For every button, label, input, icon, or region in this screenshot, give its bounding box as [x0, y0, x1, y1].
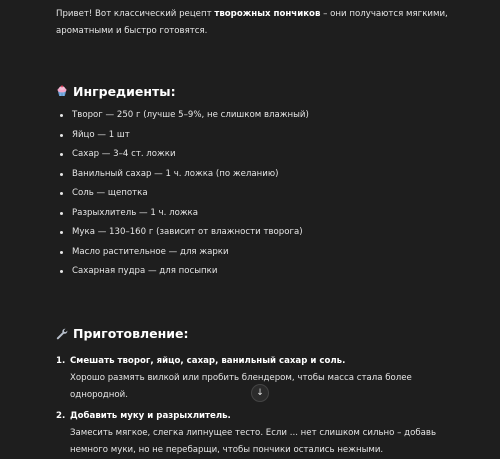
step-title: Добавить муку и разрыхлитель. — [70, 410, 231, 421]
preparation-title: Приготовление: — [73, 326, 189, 341]
ingredients-heading — [56, 82, 470, 100]
bullet — [60, 251, 63, 254]
scroll-to-bottom-button[interactable] — [251, 384, 269, 402]
intro-text-end: – они получаются мягкими, ароматными и быстро готовятся. — [56, 9, 448, 36]
intro-text: Привет! Вот классический рецепт — [56, 9, 215, 19]
ingredient-text: Соль — щепотка — [72, 188, 148, 198]
list-item — [56, 145, 470, 165]
ingredient-text: Яйцо — 1 шт — [72, 129, 130, 140]
bullet — [60, 192, 63, 195]
step-title: Смешать творог, яйцо, сахар, ванильный сахар и соль. — [70, 355, 346, 366]
list-item — [56, 204, 470, 224]
list-item — [56, 126, 470, 146]
intro-bold-text: творожных пончиков — [214, 9, 321, 19]
bullet — [60, 173, 63, 176]
step-description: Хорошо размять вилкой или пробить блендером, чтобы масса стала более однородной. — [70, 372, 412, 400]
preparation-heading — [56, 325, 470, 343]
bullet — [60, 114, 63, 117]
ingredient-text: Ванильный сахар — 1 ч. ложка (по желанию) — [72, 168, 279, 179]
step-item — [56, 408, 470, 459]
list-item — [56, 165, 470, 185]
ingredient-text: Разрыхлитель — 1 ч. ложка — [72, 207, 199, 218]
list-item — [56, 262, 470, 282]
ingredient-text: Творог — 250 г (лучше 5–9%, не слишком влажный) — [72, 110, 309, 120]
bullet — [60, 212, 63, 215]
cupcake-icon — [56, 85, 68, 97]
list-item — [56, 106, 470, 126]
bullet — [60, 153, 63, 156]
list-item — [56, 223, 470, 243]
ingredient-text: Масло растительное — для жарки — [72, 246, 229, 257]
arrow-down-icon: ↓ — [256, 388, 264, 398]
intro-paragraph — [56, 6, 470, 40]
ingredients-title: Ингредиенты: — [73, 83, 176, 99]
wrench-icon — [56, 328, 68, 340]
ingredients-list — [56, 106, 470, 282]
list-item — [56, 243, 470, 263]
list-item — [56, 184, 470, 204]
step-number: 1. — [56, 355, 66, 366]
bullet — [60, 270, 63, 273]
ingredient-text: Сахар — 3–4 ст. ложки — [72, 149, 176, 159]
ingredient-text: Мука — 130–160 г (зависит от влажности творога) — [72, 227, 303, 237]
bullet — [60, 134, 63, 137]
ingredient-text: Сахарная пудра — для посыпки — [72, 266, 218, 276]
steps-list — [56, 353, 470, 459]
bullet — [60, 231, 63, 234]
step-description: Замесить мягкое, слегка липнущее тесто. Если ... нет слишком сильно – добавь немного муки, но не перебарщи, чтобы пончики остались нежными. — [70, 427, 437, 455]
step-number: 2. — [56, 410, 66, 421]
